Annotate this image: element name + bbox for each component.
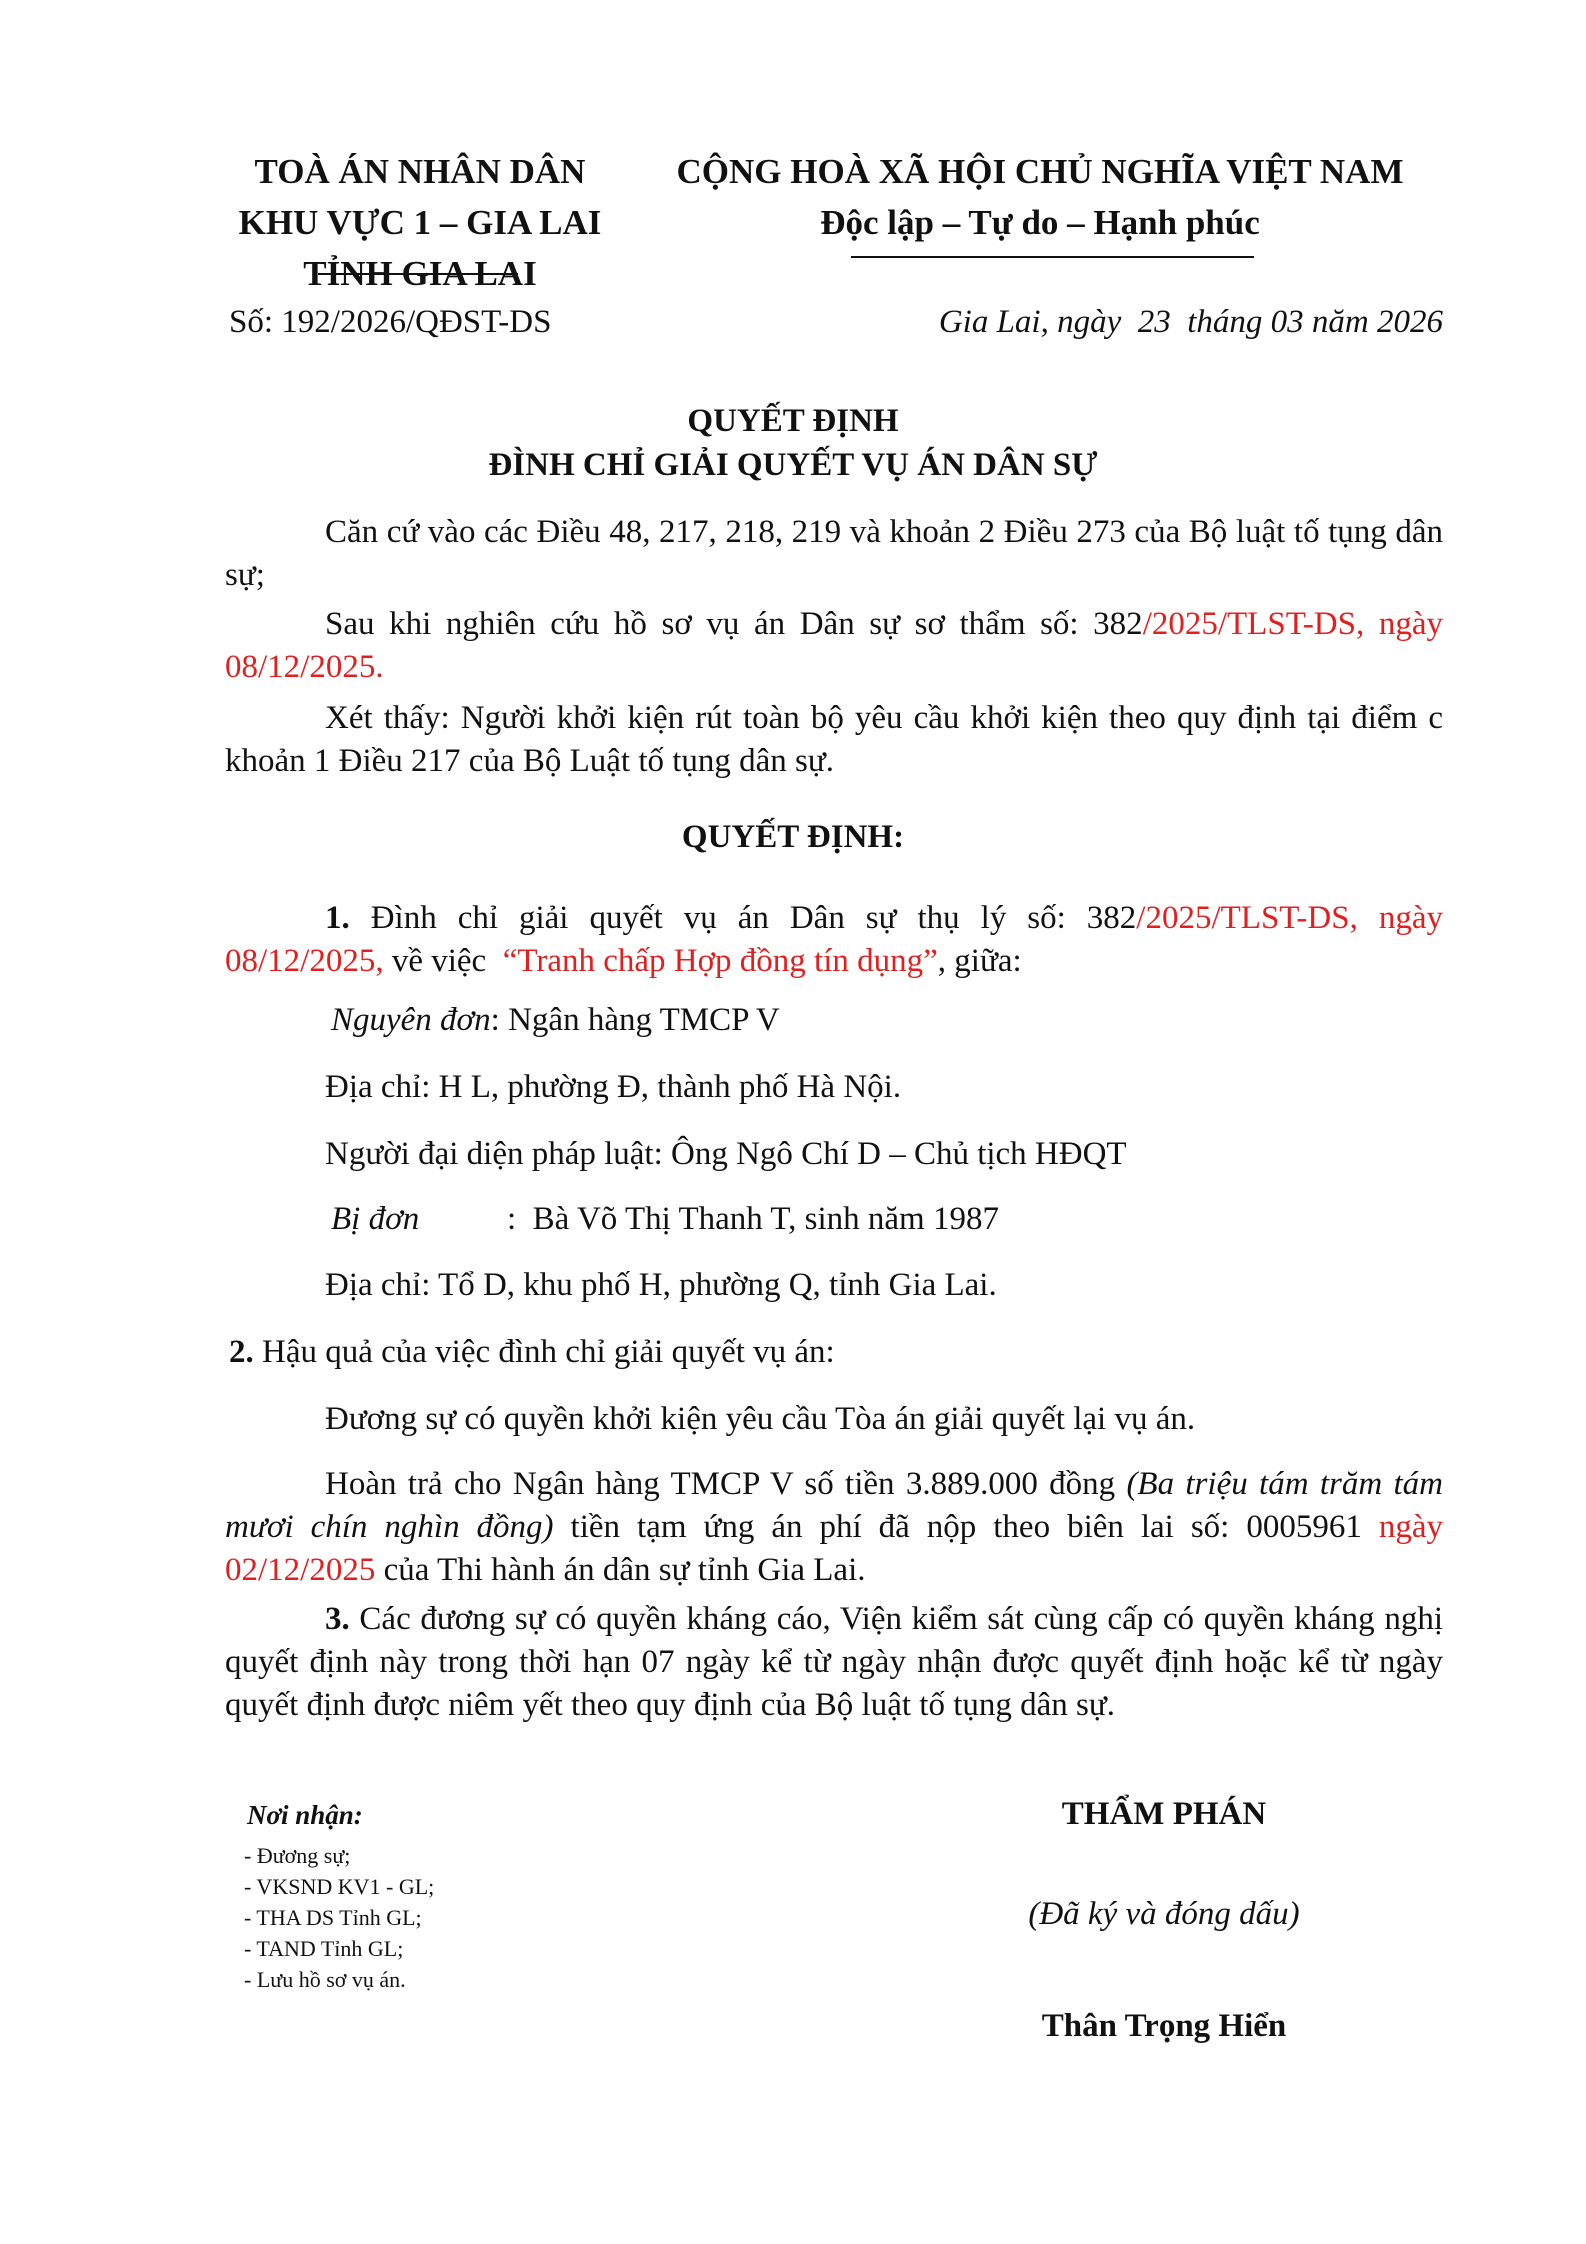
recipients-list <box>244 1840 434 1995</box>
plaintiff-line <box>331 999 780 1042</box>
item-1-suffix: , giữa: <box>937 943 1022 979</box>
item-1-case-reference: /2025/TLST-DS, ngày 08/12/2025, <box>225 900 1443 979</box>
item-2-heading <box>229 1331 835 1374</box>
recipient-item: - TAND Tỉnh GL; <box>244 1936 404 1961</box>
national-header <box>640 146 1440 248</box>
place-date: Gia Lai, ngày 23 tháng 03 năm 2026 <box>938 304 1443 340</box>
item-3-text: Các đương sự có quyền kháng cáo, Viện kiểm sát cùng cấp có quyền kháng nghị quyết định này trong thời hạn 07 ngày kể từ ngày nhận được quyết định hoặc kể từ ngày quyết định được niêm yết theo quy định của Bộ luật tố tụng dân sự. <box>225 1601 1443 1723</box>
plaintiff-address: Địa chỉ: H L, phường Đ, thành phố Hà Nội. <box>325 1069 902 1105</box>
court-line-3: TỈNH GIA LAI <box>303 254 537 293</box>
court-name <box>200 146 640 299</box>
refund-receipt: tiền tạm ứng án phí đã nộp theo biên lai số: 0005961 <box>553 1509 1379 1545</box>
motto-underline <box>851 256 1254 258</box>
signer-name: Thân Trọng Hiển <box>1041 2008 1287 2044</box>
legal-basis-paragraph: Căn cứ vào các Điều 48, 217, 218, 219 và khoản 2 Điều 273 của Bộ luật tố tụng dân sự; <box>225 514 1443 593</box>
document-subtitle: ĐÌNH CHỈ GIẢI QUYẾT VỤ ÁN DÂN SỰ <box>488 447 1098 483</box>
defendant-address: Địa chỉ: Tổ D, khu phố H, phường Q, tỉnh Gia Lai. <box>325 1267 997 1303</box>
legal-representative: Người đại diện pháp luật: Ông Ngô Chí D – Chủ tịch HĐQT <box>325 1136 1127 1172</box>
refund-paragraph <box>225 1463 1443 1592</box>
plaintiff-label: Nguyên đơn <box>331 1002 491 1038</box>
refund-amount-words: (Ba triệu tám trăm tám mươi chín nghìn đồng) <box>225 1466 1443 1545</box>
recipient-item: - VKSND KV1 - GL; <box>244 1874 435 1899</box>
item-1-number: 1. <box>325 900 350 936</box>
plaintiff-value: : Ngân hàng TMCP V <box>490 1002 780 1038</box>
recipients-title: Nơi nhận: <box>247 1800 363 1830</box>
item-2-heading-text: Hậu quả của việc đình chỉ giải quyết vụ án: <box>253 1334 835 1370</box>
refund-agency: của Thi hành án dân sự tỉnh Gia Lai. <box>375 1552 866 1588</box>
defendant-line <box>331 1198 999 1241</box>
defendant-label: Bị đơn <box>331 1201 420 1237</box>
decision-heading: QUYẾT ĐỊNH: <box>681 819 905 855</box>
court-line-1: TOÀ ÁN NHÂN DÂN <box>254 152 586 191</box>
case-review-text: Sau khi nghiên cứu hồ sơ vụ án Dân sự sơ thẩm số: 382 <box>325 606 1143 642</box>
motto: Độc lập – Tự do – Hạnh phúc <box>820 203 1260 242</box>
item-3-paragraph <box>225 1598 1443 1727</box>
case-review-reference: /2025/TLST-DS, ngày 08/12/2025. <box>225 606 1443 685</box>
refund-receipt-date: ngày 02/12/2025 <box>225 1509 1443 1588</box>
signature-note: (Đã ký và đóng dấu) <box>1028 1896 1300 1932</box>
signer-role: THẨM PHÁN <box>1061 1796 1267 1832</box>
consideration-paragraph: Xét thấy: Người khởi kiện rút toàn bộ yêu cầu khởi kiện theo quy định tại điểm c khoản 1 Điều 217 của Bộ Luật tố tụng dân sự. <box>225 700 1443 779</box>
item-3-number: 3. <box>325 1601 350 1637</box>
item-2-number: 2. <box>229 1334 254 1370</box>
defendant-value: : Bà Võ Thị Thanh T, sinh năm 1987 <box>507 1201 999 1237</box>
court-underline <box>318 273 518 275</box>
document-number: Số: 192/2026/QĐST-DS <box>229 304 552 340</box>
item-1-dispute-type: “Tranh chấp Hợp đồng tín dụng” <box>502 943 938 979</box>
refund-text: Hoàn trả cho Ngân hàng TMCP V số tiền 3.889.000 đồng <box>325 1466 1127 1502</box>
item-2-rights: Đương sự có quyền khởi kiện yêu cầu Tòa án giải quyết lại vụ án. <box>325 1401 1196 1437</box>
recipient-item: - THA DS Tỉnh GL; <box>244 1905 422 1930</box>
item-1-subject-prefix: về việc <box>383 943 503 979</box>
recipient-item: - Lưu hồ sơ vụ án. <box>244 1967 406 1992</box>
nation-name: CỘNG HOÀ XÃ HỘI CHỦ NGHĨA VIỆT NAM <box>676 152 1404 191</box>
recipient-item: - Đương sự; <box>244 1843 351 1868</box>
item-1-text: Đình chỉ giải quyết vụ án Dân sự thụ lý số: 382 <box>349 900 1137 936</box>
item-1-paragraph <box>225 897 1443 983</box>
court-line-2: KHU VỰC 1 – GIA LAI <box>238 203 602 242</box>
case-review-paragraph <box>225 603 1443 689</box>
document-title: QUYẾT ĐỊNH <box>687 403 899 439</box>
